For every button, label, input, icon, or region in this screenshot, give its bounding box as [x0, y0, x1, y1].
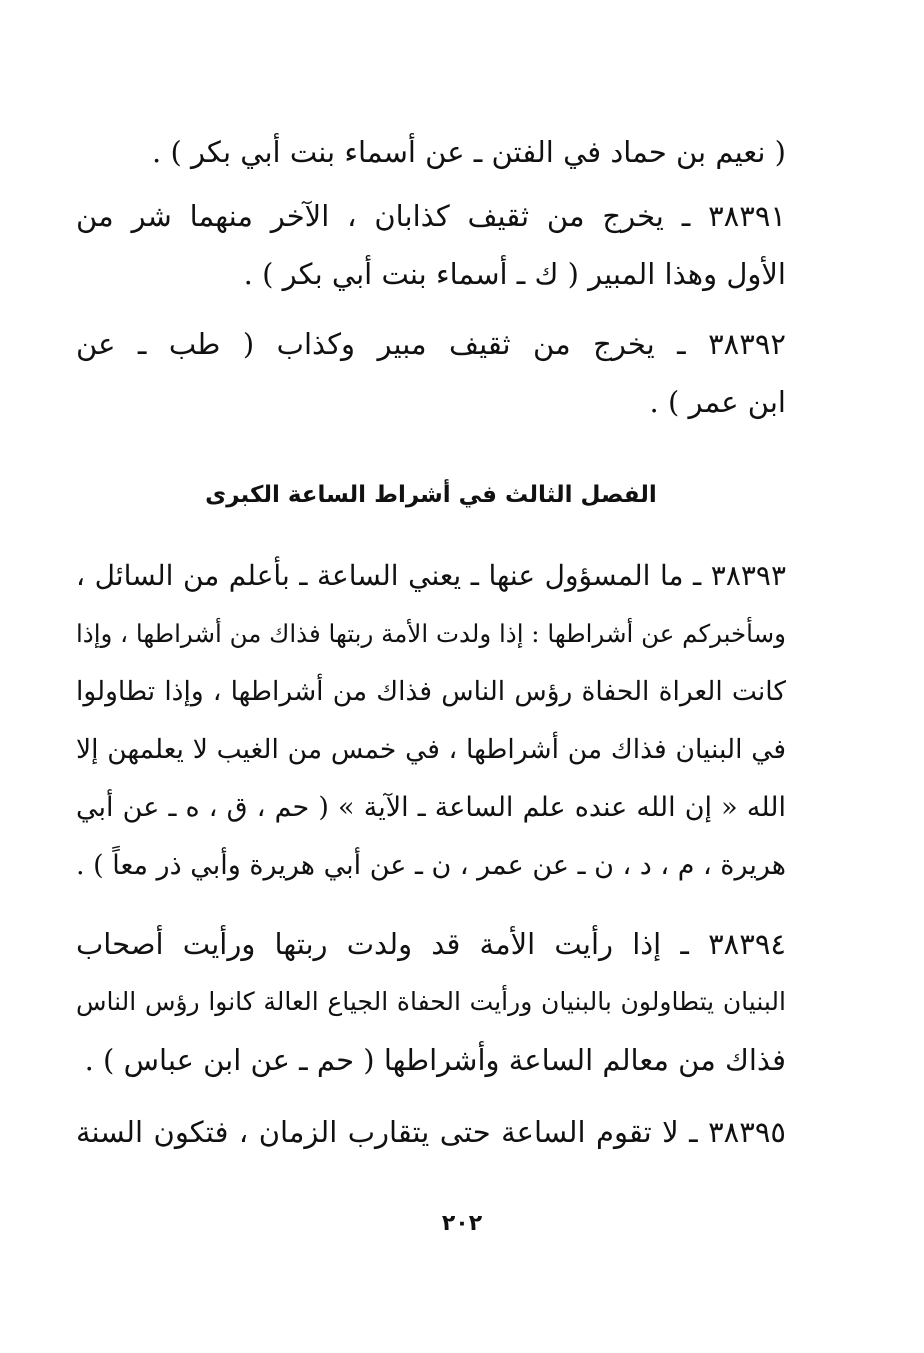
text-line: ٣٨٣٩٣ ـ ما المسؤول عنها ـ يعني الساعة ـ بأعلم من السائل ،: [76, 559, 786, 592]
text-line: الله « إن الله عنده علم الساعة ـ الآية » ( حم ، ق ، ه ـ عن أبي: [76, 792, 786, 823]
section-heading: الفصل الثالث في أشراط الساعة الكبرى: [205, 482, 657, 508]
text-line: ٣٨٣٩٥ ـ لا تقوم الساعة حتى يتقارب الزمان ، فتكون السنة: [76, 1115, 786, 1149]
text-line: الأول وهذا المبير ( ك ـ أسماء بنت أبي بكر ) .: [243, 257, 786, 291]
text-line: كانت العراة الحفاة رؤس الناس فذاك من أشراطها ، وإذا تطاولوا: [76, 676, 786, 707]
text-line: في البنيان فذاك من أشراطها ، في خمس من الغيب لا يعلمهن إلا: [76, 734, 786, 765]
text-line: هريرة ، م ، د ، ن ـ عن عمر ، ن ـ عن أبي هريرة وأبي ذر معاً ) .: [75, 850, 786, 881]
text-line: ٣٨٣٩٢ ـ يخرج من ثقيف مبير وكذاب ( طب ـ عن: [76, 327, 786, 361]
text-line: ٣٨٣٩٤ ـ إذا رأيت الأمة قد ولدت ربتها ورأيت أصحاب: [76, 927, 786, 961]
text-line: فذاك من معالم الساعة وأشراطها ( حم ـ عن ابن عباس ) .: [84, 1043, 786, 1077]
text-line: ابن عمر ) .: [649, 385, 786, 419]
text-line: البنيان يتطاولون بالبنيان ورأيت الحفاة الجياع العالة كانوا رؤس الناس: [76, 987, 786, 1016]
page-number: ٢٠٢: [441, 1211, 483, 1236]
text-line: وسأخبركم عن أشراطها : إذا ولدت الأمة ربتها فذاك من أشراطها ، وإذا: [76, 619, 786, 648]
text-line: ٣٨٣٩١ ـ يخرج من ثقيف كذابان ، الآخر منهما شر من: [76, 199, 786, 233]
text-line: ( نعيم بن حماد في الفتن ـ عن أسماء بنت أبي بكر ) .: [152, 135, 786, 169]
